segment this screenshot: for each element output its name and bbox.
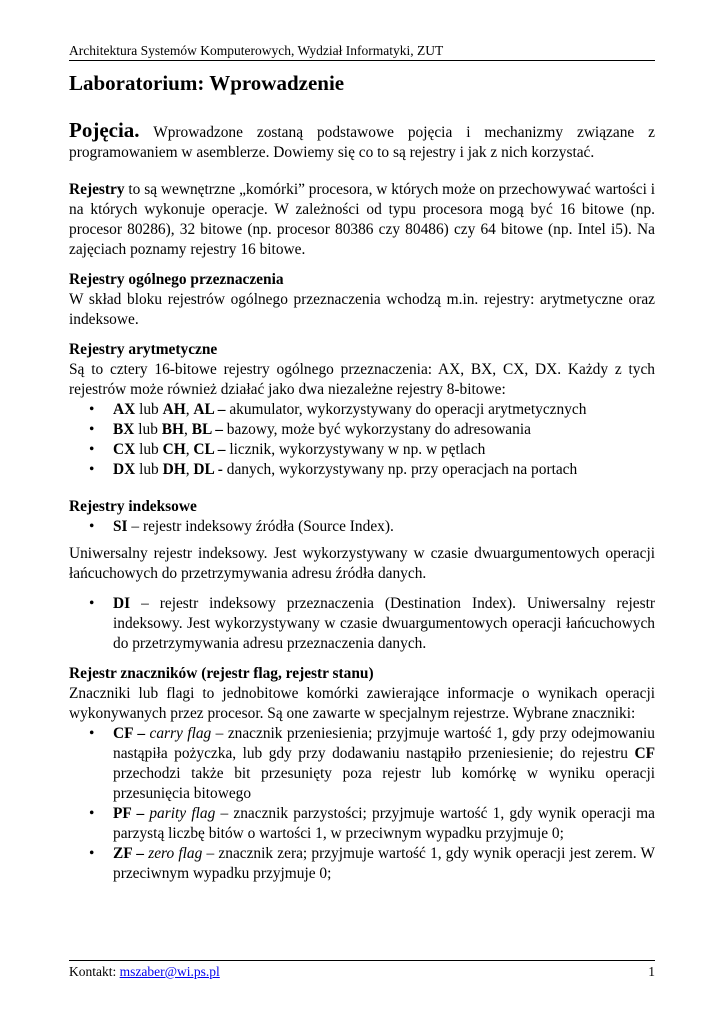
flags-register-heading: Rejestr znaczników (rejestr flag, rejestr stanu) (69, 665, 374, 682)
list-item: • CF – carry flag – znacznik przeniesienia; przyjmuje wartość 1, gdy przy odejmowaniu nastąpiła pożyczka, lub gdy przy dodawaniu nastąpiło przeniesienie; do rejestru CF przechodzi także bit przesunięty poza rejestr lub komórkę w wyniku operacji przesunięcia bitowego (69, 724, 655, 804)
list-item: • CX lub CH, CL – licznik, wykorzystywany w np. w pętlach (69, 440, 655, 460)
di-list (69, 594, 655, 654)
register-desc: danych, wykorzystywany np. przy operacjach na portach (222, 461, 578, 478)
registers-intro-paragraph (69, 180, 655, 260)
concepts-text: Wprowadzone zostaną podstawowe pojęcia i mechanizmy związane z programowaniem w asemblerze. Dowiemy się co to są rejestry i jak z nich korzystać. (69, 124, 655, 161)
running-header: Architektura Systemów Komputerowych, Wydział Informatyki, ZUT (69, 43, 655, 61)
contact-email-link[interactable]: mszaber@wi.ps.pl (119, 964, 220, 979)
register-high: DH (162, 461, 186, 478)
list-item: • AX lub AH, AL – akumulator, wykorzystywany do operacji arytmetycznych (69, 400, 655, 420)
register-desc: licznik, wykorzystywany w np. w pętlach (225, 441, 486, 458)
si-description: Uniwersalny rejestr indeksowy. Jest wykorzystywany w czasie dwuargumentowych operacji łańcuchowych do przetrzymywania adresu źródła danych. (69, 545, 655, 582)
general-registers-text: W skład bloku rejestrów ogólnego przeznaczenia wchodzą m.in. rejestry: arytmetyczne oraz indeksowe. (69, 291, 655, 328)
page-number: 1 (648, 964, 655, 979)
si-list (69, 517, 655, 537)
flag-desc: – znacznik parzystości; przyjmuje wartość 1, gdy wynik operacji ma parzystą liczbę bitów o wartości 1, w przeciwnym wypadku przyjmuje 0; (113, 805, 655, 842)
list-item: • PF – parity flag – znacznik parzystości; przyjmuje wartość 1, gdy wynik operacji ma parzystą liczbę bitów o wartości 1, w przeciwnym wypadku przyjmuje 0; (69, 804, 655, 844)
flags-register-text: Znaczniki lub flagi to jednobitowe komórki zawierające informacje o wynikach operacji wykonywanych przez procesor. Są one zawarte w specjalnym rejestrze. Wybrane znaczniki: (69, 685, 655, 722)
footer-divider (69, 960, 655, 961)
register-name: BX (113, 421, 135, 438)
register-name: SI (113, 518, 128, 535)
flag-name: PF (113, 805, 132, 822)
flags-list (69, 724, 655, 884)
arith-registers-list (69, 400, 655, 480)
flag-desc: – znacznik zera; przyjmuje wartość 1, gdy wynik operacji jest zerem. W przeciwnym wypadku przyjmuje 0; (113, 845, 656, 882)
register-high: AH (162, 401, 186, 418)
register-desc: bazowy, może być wykorzystany do adresowania (222, 421, 531, 438)
register-name: AX (113, 401, 136, 418)
contact-label: Kontakt: (69, 964, 120, 979)
register-low: CL (193, 441, 214, 458)
register-desc: akumulator, wykorzystywany do operacji arytmetycznych (225, 401, 587, 418)
register-low: AL (193, 401, 214, 418)
register-name: CX (113, 441, 136, 458)
arith-registers-text: Są to cztery 16-bitowe rejestry ogólnego przeznaczenia: AX, BX, CX, DX. Każdy z tych rejestrów może również działać jako dwa niezależne rejestry 8-bitowe: (69, 361, 655, 398)
flag-full-name: zero flag (144, 845, 203, 862)
register-low: BL (191, 421, 212, 438)
register-name: DI (113, 595, 131, 612)
arith-registers-heading: Rejestry arytmetyczne (69, 341, 218, 358)
list-item: • DX lub DH, DL - danych, wykorzystywany np. przy operacjach na portach (69, 460, 655, 480)
list-item: • BX lub BH, BL – bazowy, może być wykorzystany do adresowania (69, 420, 655, 440)
registers-intro-text: to są wewnętrzne „komórki” procesora, w których może on przechowywać wartości i na których wykonuje operacje. W zależności od typu procesora mogą być 16 bitowe (np. procesor 80286), 32 bitowe (np. procesor 80386 czy 80486) czy 64 bitowe (np. Intel i5). Na zajęciach poznamy rejestry 16 bitowe. (69, 181, 655, 258)
register-desc: – rejestr indeksowy przeznaczenia (Destination Index). Uniwersalny rejestr indeksowy. Jest wykorzystywany w czasie dwuargumentowych operacji łańcuchowych do przetrzymywania adresu przeznaczenia danych. (113, 595, 655, 652)
flag-name: CF (113, 725, 133, 742)
index-registers-heading: Rejestry indeksowe (69, 498, 197, 515)
list-item: • ZF – zero flag – znacznik zera; przyjmuje wartość 1, gdy wynik operacji jest zerem. W przeciwnym wypadku przyjmuje 0; (69, 844, 655, 884)
flag-name: ZF (113, 845, 133, 862)
register-high: CH (162, 441, 186, 458)
register-low: DL (193, 461, 214, 478)
register-high: BH (161, 421, 185, 438)
document-body (69, 120, 655, 884)
flag-desc: – znacznik przeniesienia; przyjmuje wartość 1, gdy przy odejmowaniu nastąpiła pożyczka, lub gdy przy dodawaniu nastąpiło przeniesienie; do rejestru (113, 725, 656, 762)
concepts-heading: Pojęcia. (69, 118, 140, 142)
general-registers-heading: Rejestry ogólnego przeznaczenia (69, 271, 284, 288)
page-title: Laboratorium: Wprowadzenie (69, 71, 345, 95)
page-footer (69, 964, 655, 980)
register-name: DX (113, 461, 136, 478)
registers-term: Rejestry (69, 181, 125, 198)
flag-full-name: parity flag (144, 805, 216, 822)
flag-full-name: carry flag (145, 725, 212, 742)
list-item (69, 517, 655, 537)
register-desc: – rejestr indeksowy źródła (Source Index). (127, 518, 394, 535)
concepts-paragraph (69, 120, 655, 163)
list-item (69, 594, 655, 654)
